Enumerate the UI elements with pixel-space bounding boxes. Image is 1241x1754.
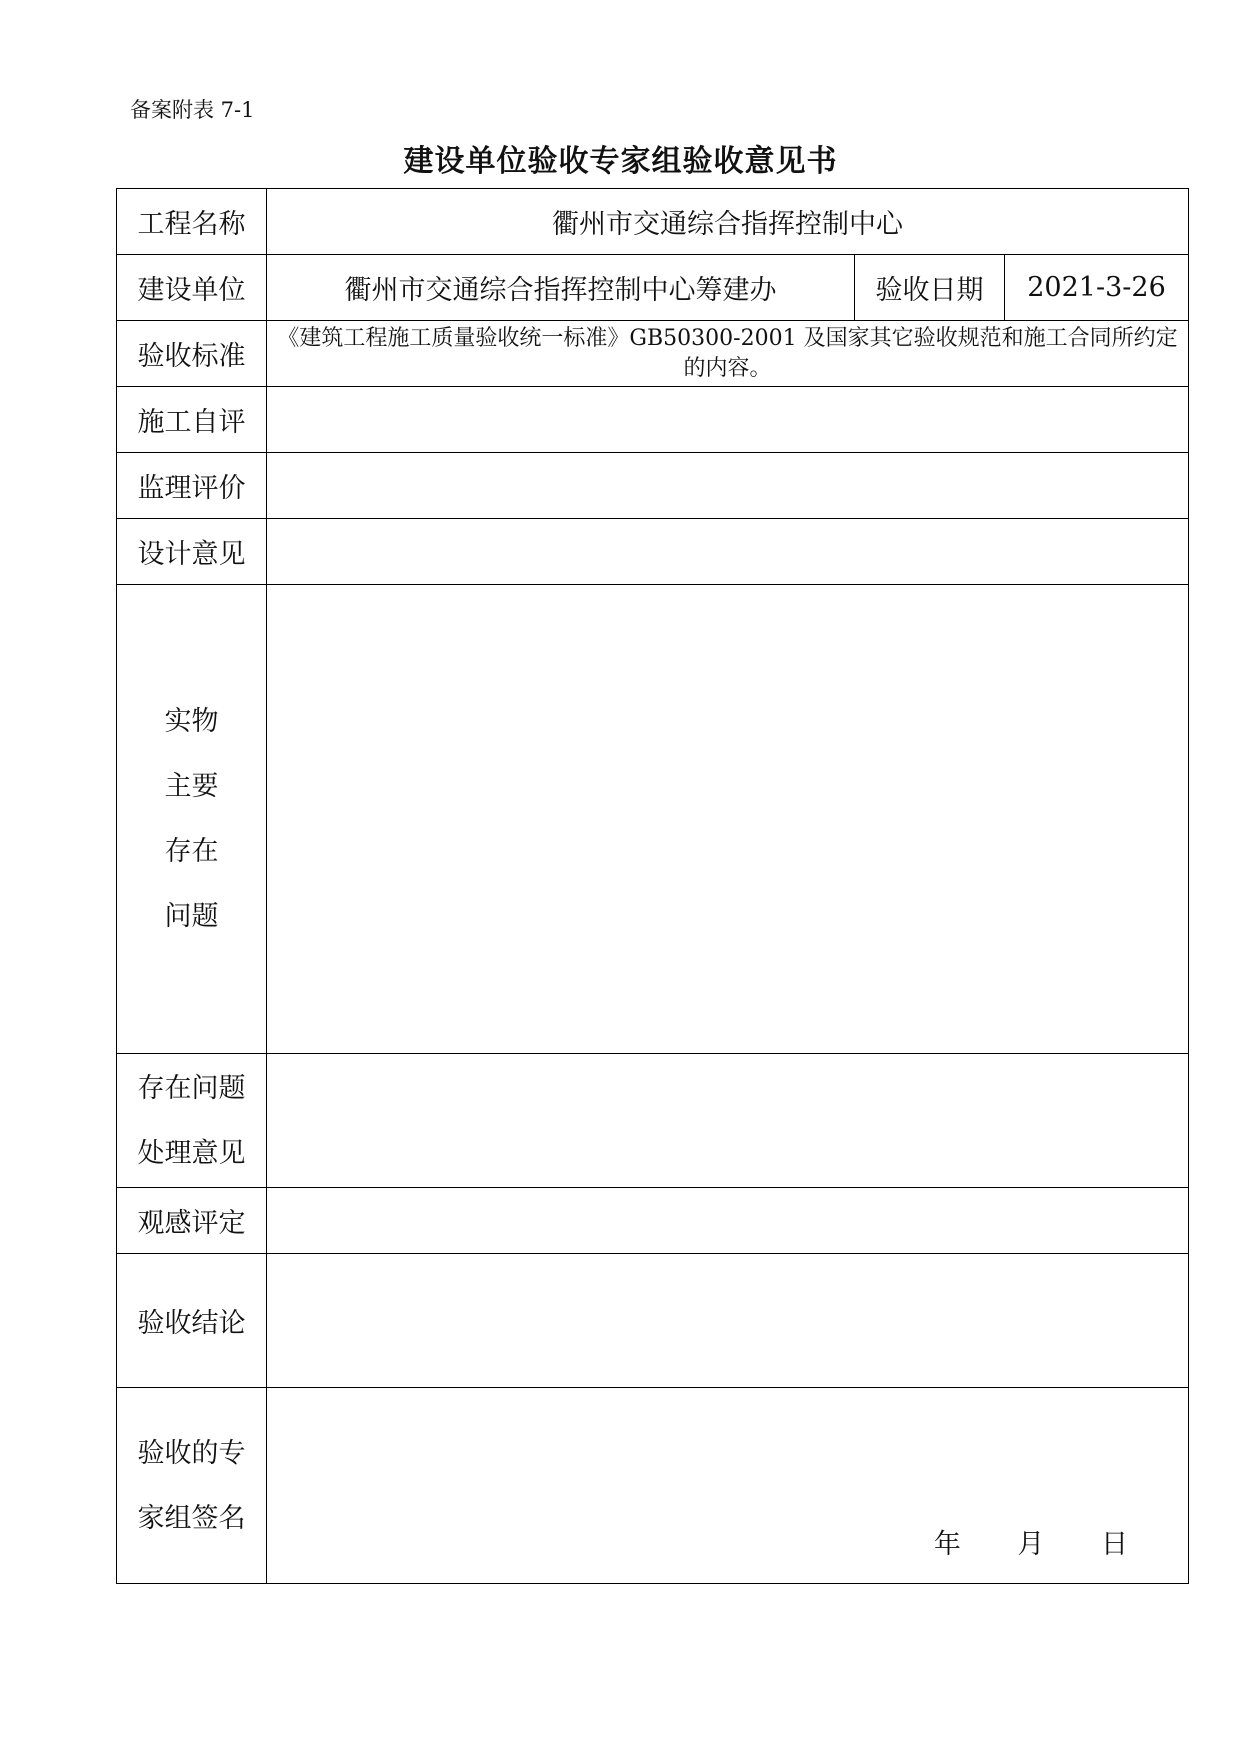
- acceptance-form-table: [116, 188, 1189, 1584]
- issues-field[interactable]: [267, 585, 1189, 1054]
- appearance-field[interactable]: [267, 1188, 1189, 1254]
- row-project-name: [117, 189, 1189, 255]
- row-builder: [117, 255, 1189, 321]
- handling-label: [117, 1054, 267, 1188]
- issues-label-line: 问题: [164, 901, 219, 932]
- row-design: [117, 519, 1189, 585]
- row-handling: [117, 1054, 1189, 1188]
- design-opinion-label: 设计意见: [117, 519, 267, 585]
- handling-label-line: 存在问题: [137, 1072, 246, 1104]
- conclusion-field[interactable]: [267, 1254, 1189, 1388]
- self-evaluation-label: 施工自评: [117, 387, 267, 453]
- row-appearance: [117, 1188, 1189, 1254]
- signature-date: [886, 1522, 1128, 1561]
- signature-label: [117, 1388, 267, 1584]
- handling-label-line: 处理意见: [137, 1137, 246, 1169]
- issues-label-line: 实物: [164, 706, 219, 737]
- issues-label-line: 主要: [164, 771, 219, 802]
- builder-label: 建设单位: [117, 255, 267, 321]
- row-conclusion: [117, 1254, 1189, 1388]
- row-signature: [117, 1388, 1189, 1584]
- row-standard: [117, 321, 1189, 387]
- standard-value: 《建筑工程施工质量验收统一标准》GB50300-2001 及国家其它验收规范和施工合同所约定的内容。: [267, 321, 1189, 387]
- self-evaluation-field[interactable]: [267, 387, 1189, 453]
- conclusion-label: 验收结论: [117, 1254, 267, 1388]
- builder-value: 衢州市交通综合指挥控制中心筹建办: [267, 255, 855, 321]
- form-reference: 备案附表 7-1: [130, 98, 255, 122]
- date-year: 年: [933, 1529, 961, 1560]
- standard-label: 验收标准: [117, 321, 267, 387]
- acceptance-date-label: 验收日期: [855, 255, 1005, 321]
- signature-field[interactable]: [267, 1388, 1189, 1584]
- date-day: 日: [1101, 1529, 1129, 1560]
- row-self-evaluation: [117, 387, 1189, 453]
- design-opinion-field[interactable]: [267, 519, 1189, 585]
- appearance-label: 观感评定: [117, 1188, 267, 1254]
- supervision-field[interactable]: [267, 453, 1189, 519]
- acceptance-date-value: 2021-3-26: [1005, 255, 1189, 321]
- date-month: 月: [1017, 1529, 1045, 1560]
- handling-field[interactable]: [267, 1054, 1189, 1188]
- page-title: 建设单位验收专家组验收意见书: [403, 144, 838, 179]
- supervision-label: 监理评价: [117, 453, 267, 519]
- row-issues: [117, 585, 1189, 1054]
- signature-label-line: 验收的专: [137, 1437, 246, 1469]
- issues-label: [117, 585, 267, 1054]
- row-supervision: [117, 453, 1189, 519]
- issues-label-line: 存在: [164, 836, 219, 867]
- project-name-value: 衢州市交通综合指挥控制中心: [267, 189, 1189, 255]
- signature-label-line: 家组签名: [137, 1502, 246, 1534]
- project-name-label: 工程名称: [117, 189, 267, 255]
